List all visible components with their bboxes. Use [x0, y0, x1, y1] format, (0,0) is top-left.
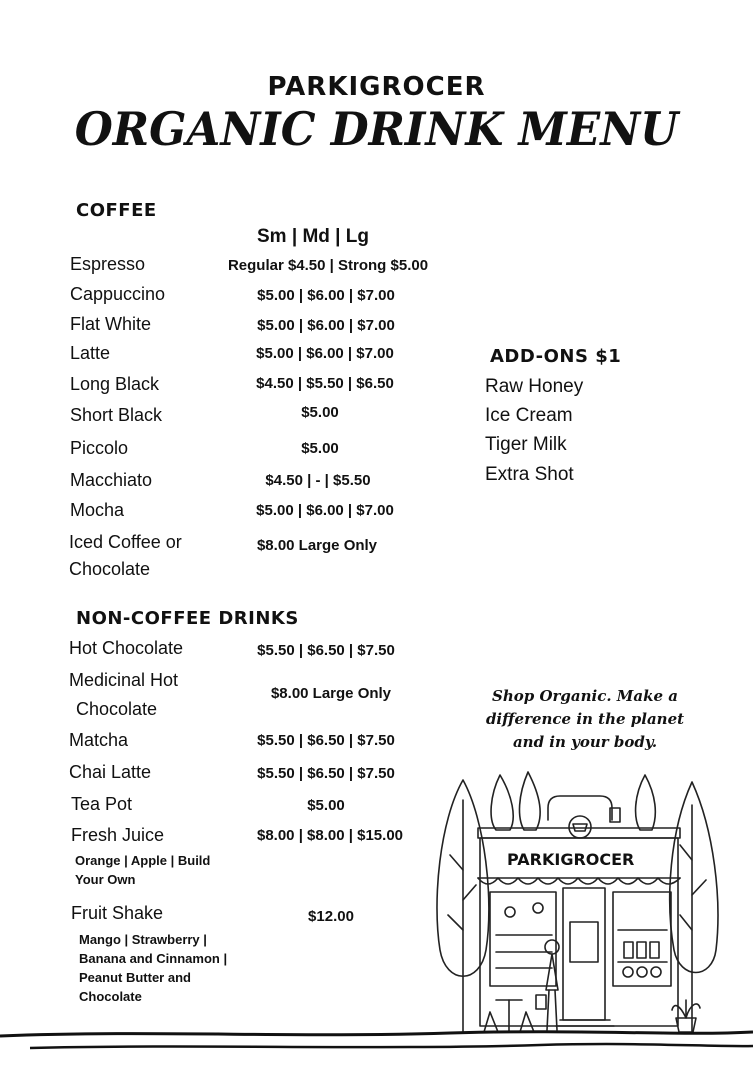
- price-fruit-shake: $12.00: [308, 908, 354, 925]
- price-hot-chocolate: $5.50 | $6.50 | $7.50: [257, 642, 395, 659]
- price-short-black: $5.00: [301, 404, 339, 421]
- coffee-heading: COFFEE: [76, 200, 157, 221]
- menu-item-fruit-shake: Fruit Shake: [71, 903, 164, 923]
- menu-item-espresso: Espresso: [70, 254, 146, 274]
- price-chai-latte: $5.50 | $6.50 | $7.50: [257, 765, 395, 782]
- menu-item-medicinal-hot-chocolate: Medicinal Hot: [69, 670, 179, 690]
- slogan: Shop Organic. Make a difference in the planet and in your body.: [485, 687, 685, 751]
- price-cappuccino: $5.00 | $6.00 | $7.00: [257, 287, 395, 304]
- price-long-black: $4.50 | $5.50 | $6.50: [256, 375, 394, 392]
- price-espresso: Regular $4.50 | Strong $5.00: [227, 257, 429, 274]
- addon-tiger-milk: Tiger Milk: [485, 434, 567, 455]
- menu-item-tea-pot: Tea Pot: [71, 794, 133, 814]
- shop-sign: PARKIGROCER: [507, 850, 635, 869]
- menu-item-short-black: Short Black: [70, 405, 163, 425]
- price-piccolo: $5.00: [301, 440, 339, 457]
- noncoffee-heading: NON-COFFEE DRINKS: [76, 608, 299, 629]
- addon-extra-shot: Extra Shot: [485, 464, 574, 485]
- menu-item-hot-chocolate: Hot Chocolate: [69, 638, 184, 658]
- menu-item-iced-coffee-line2: Chocolate: [69, 559, 151, 579]
- menu-item-matcha: Matcha: [69, 730, 129, 750]
- menu-item-latte: Latte: [70, 343, 111, 363]
- menu-item-macchiato: Macchiato: [70, 470, 153, 490]
- addon-raw-honey: Raw Honey: [485, 376, 584, 397]
- price-iced-coffee: $8.00 Large Only: [256, 537, 378, 554]
- price-medicinal-hot-chocolate: $8.00 Large Only: [270, 685, 392, 702]
- fresh-juice-options: Orange | Apple | Build Your Own: [75, 853, 211, 887]
- menu-item-chai-latte: Chai Latte: [69, 762, 152, 782]
- price-latte: $5.00 | $6.00 | $7.00: [256, 345, 394, 362]
- menu-item-fresh-juice: Fresh Juice: [71, 825, 165, 845]
- menu-item-mocha: Mocha: [70, 500, 125, 520]
- price-flat-white: $5.00 | $6.00 | $7.00: [257, 317, 395, 334]
- brand-name: PARKIGROCER: [267, 72, 486, 102]
- price-fresh-juice: $8.00 | $8.00 | $15.00: [256, 827, 403, 844]
- size-header: Sm | Md | Lg: [257, 226, 369, 247]
- menu-item-iced-coffee: Iced Coffee or: [69, 532, 182, 552]
- menu-item-medicinal-hot-chocolate-line2: Chocolate: [76, 699, 158, 719]
- menu-item-cappuccino: Cappuccino: [70, 284, 166, 304]
- price-matcha: $5.50 | $6.50 | $7.50: [257, 732, 395, 749]
- addons-heading: ADD-ONS $1: [490, 346, 622, 367]
- addon-ice-cream: Ice Cream: [485, 405, 573, 426]
- fruit-shake-options: Mango | Strawberry | Banana and Cinnamon | Peanut Butter and Chocolate: [79, 932, 228, 1004]
- menu-item-piccolo: Piccolo: [70, 438, 129, 458]
- menu-title: ORGANIC DRINK MENU: [74, 102, 679, 156]
- price-mocha: $5.00 | $6.00 | $7.00: [256, 502, 394, 519]
- menu-item-flat-white: Flat White: [70, 314, 152, 334]
- menu-item-long-black: Long Black: [70, 374, 160, 394]
- price-tea-pot: $5.00: [307, 797, 345, 814]
- price-macchiato: $4.50 | - | $5.50: [265, 472, 371, 489]
